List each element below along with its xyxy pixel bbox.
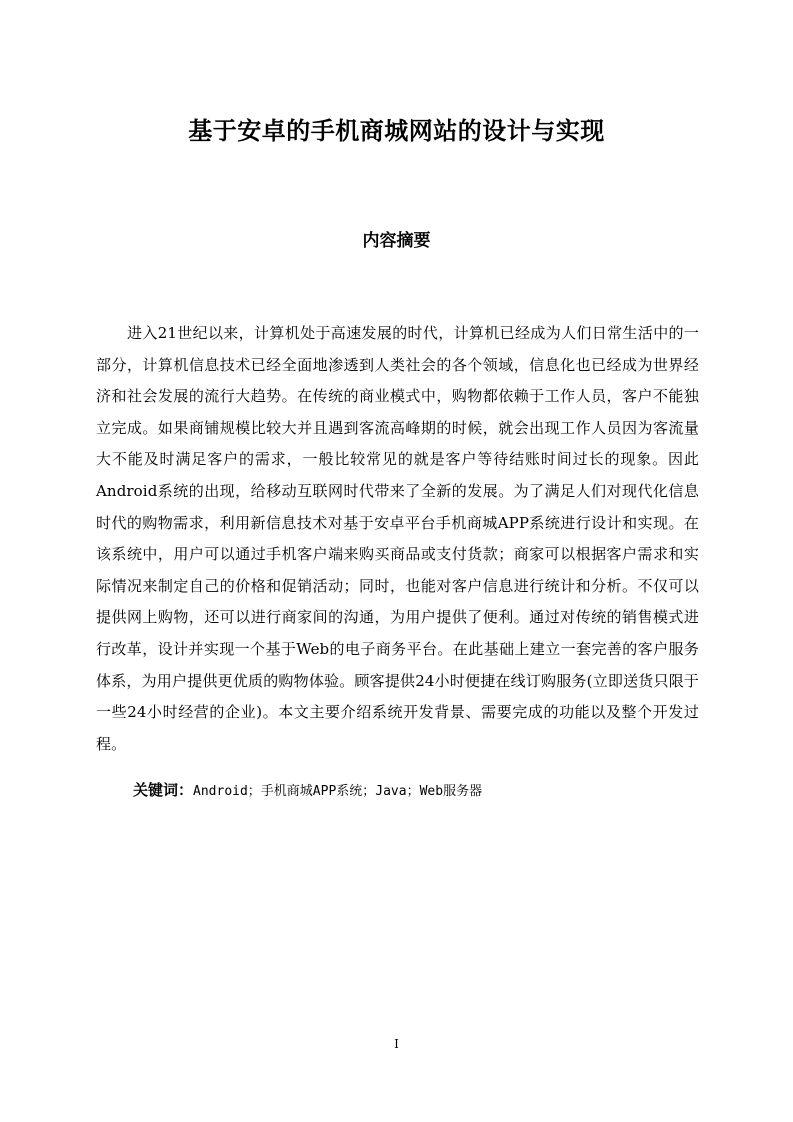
page-title: 基于安卓的手机商城网站的设计与实现 bbox=[188, 117, 605, 146]
keywords-label: 关键词： bbox=[133, 781, 194, 799]
keywords-line bbox=[133, 777, 693, 805]
abstract-body: 进入21世纪以来，计算机处于高速发展的时代，计算机已经成为人们日常生活中的一部分，计算机信息技术已经全面地渗透到人类社会的各个领域，信息化也已经成为世界经济和社会发展的流行大趋势。在传统的商业模式中，购物都依赖于工作人员，客户不能独立完成。如果商铺规模比较大并且遇到客流高峰期的时候，就会出现工作人员因为客流量大不能及时满足客户的需求，一般比较常见的就是客户等待结账时间过长的现象。因此Android系统的出现，给移动互联网时代带来了全新的发展。为了满足人们对现代化信息时代的购物需求，利用新信息技术对基于安卓平台手机商城APP系统进行设计和实现。在该系统中，用户可以通过手机客户端来购买商品或支付货款；商家可以根据客户需求和实际情况来制定自己的价格和促销活动；同时，也能对客户信息进行统计和分析。不仅可以提供网上购物，还可以进行商家间的沟通，为用户提供了便利。通过对传统的销售模式进行改革，设计并实现一个基于Web的电子商务平台。在此基础上建立一套完善的客户服务体系，为用户提供更优质的购物体验。顾客提供24小时便捷在线订购服务(立即送货只限于一些24小时经营的企业)。本文主要介绍系统开发背景、需要完成的功能以及整个开发过程。 bbox=[96, 324, 699, 753]
abstract-heading: 内容摘要 bbox=[362, 231, 431, 251]
page-number: I bbox=[394, 1037, 399, 1051]
keywords-value: Android；手机商城APP系统；Java；Web服务器 bbox=[193, 784, 483, 799]
